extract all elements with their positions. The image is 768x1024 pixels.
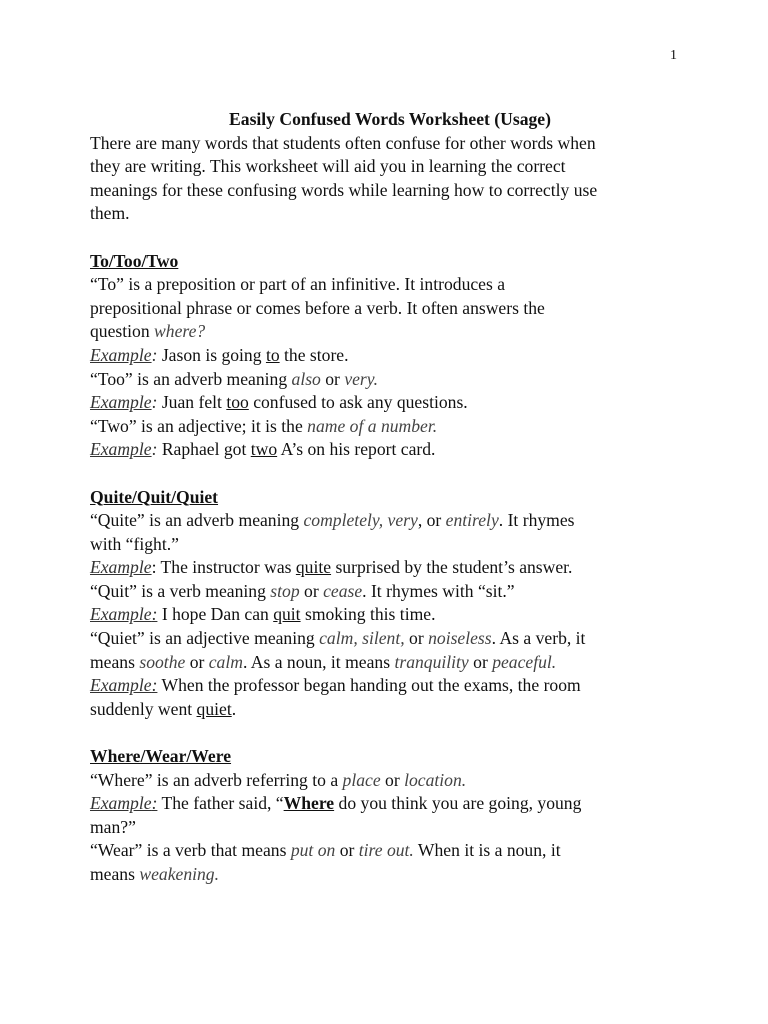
worksheet-content: [90, 108, 690, 887]
example-label: Example:: [90, 344, 158, 365]
intro-paragraph: [90, 132, 690, 226]
definition-line: means weakening.: [90, 864, 219, 884]
definition-line: “Too” is an adverb meaning also or very.: [90, 368, 379, 389]
example-line: Example: Raphael got two A’s on his report card.: [90, 439, 436, 460]
page-title: Easily Confused Words Worksheet (Usage): [229, 109, 551, 129]
example-line: Example: When the professor began handing out the exams, the room: [90, 675, 581, 696]
section-heading: Quite/Quit/Quiet: [90, 486, 219, 507]
target-word: Where: [283, 793, 335, 814]
definition-line: “Quit” is a verb meaning stop or cease. It rhymes with “sit.”: [90, 580, 515, 601]
example-label: Example:: [90, 675, 158, 696]
intro-line: them.: [90, 203, 130, 224]
section-heading: Where/Wear/Were: [90, 746, 232, 767]
intro-line: they are writing. This worksheet will aid you in learning the correct: [90, 156, 566, 177]
example-line: Example: Jason is going to the store.: [90, 344, 349, 365]
intro-line: There are many words that students often confuse for other words when: [90, 132, 596, 153]
section-heading: To/Too/Two: [90, 250, 179, 271]
example-line: Example: Juan felt too confused to ask any questions.: [90, 392, 468, 413]
example-label: Example:: [90, 439, 158, 460]
target-word: quite: [295, 557, 332, 578]
target-word: two: [250, 439, 278, 460]
example-label: Example:: [90, 604, 158, 625]
definition-line: “To” is a preposition or part of an infinitive. It introduces a: [90, 274, 506, 295]
example-label: Example:: [90, 793, 158, 814]
target-word: to: [265, 344, 280, 365]
section-to-too-two: [90, 250, 690, 462]
definition-line: “Where” is an adverb referring to a place or location.: [90, 769, 467, 790]
example-line: Example: The father said, “Where do you think you are going, young: [90, 793, 582, 814]
definition-line: “Two” is an adjective; it is the name of a number.: [90, 415, 438, 436]
definition-line: question where?: [90, 321, 206, 342]
definition-line: with “fight.”: [90, 533, 179, 554]
target-word: quit: [273, 604, 301, 625]
section-where-wear-were: [90, 745, 690, 887]
example-line: Example: The instructor was quite surprised by the student’s answer.: [90, 557, 573, 578]
example-line: Example: I hope Dan can quit smoking this time.: [90, 604, 436, 625]
target-word: quiet: [196, 698, 232, 719]
definition-line: prepositional phrase or comes before a verb. It often answers the: [90, 297, 545, 318]
example-label: Example:: [90, 392, 158, 413]
intro-line: meanings for these confusing words while learning how to correctly use: [90, 179, 598, 200]
page-number: 1: [670, 48, 677, 63]
definition-line: “Quite” is an adverb meaning completely, very, or entirely. It rhymes: [90, 510, 575, 531]
definition-line: “Quiet” is an adjective meaning calm, silent, or noiseless. As a verb, it: [90, 628, 586, 649]
definition-line: means soothe or calm. As a noun, it means tranquility or peaceful.: [90, 651, 557, 672]
example-line: suddenly went quiet.: [90, 698, 237, 719]
definition-line: “Wear” is a verb that means put on or tire out. When it is a noun, it: [90, 840, 561, 861]
example-label: Example: [90, 557, 152, 578]
target-word: too: [226, 392, 249, 413]
emphasis: where?: [154, 321, 206, 342]
section-quite-quit-quiet: [90, 486, 690, 722]
example-line: man?”: [90, 816, 136, 837]
